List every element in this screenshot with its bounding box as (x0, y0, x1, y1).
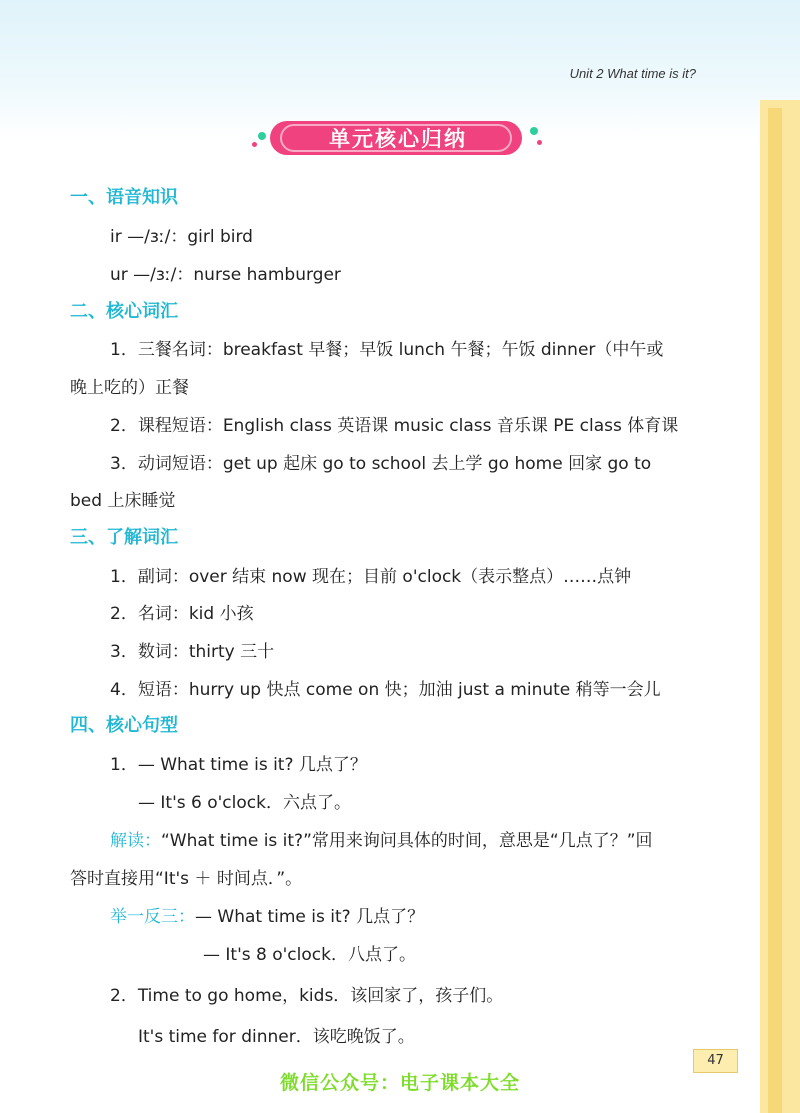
section-heading-core-vocab: 二、核心词汇 (70, 301, 178, 322)
vocab-line: bed 上床睡觉 (70, 491, 176, 511)
vocab-line: 1．三餐名词：breakfast 早餐；早饭 lunch 午餐；午饭 dinner（中午或 (110, 340, 664, 360)
vocab-line: 2．课程短语：English class 英语课 music class 音乐课 PE class 体育课 (110, 416, 679, 436)
practice-text: — What time is it? 几点了？ (195, 907, 425, 927)
section-banner (258, 116, 538, 160)
decor-dot (252, 142, 257, 147)
extra-vocab-line: 3．数词：thirty 三十 (110, 642, 275, 662)
vocab-line: 晚上吃的）正餐 (70, 378, 189, 398)
page-edge-stack-inner (768, 108, 782, 1113)
decor-dot (530, 127, 538, 135)
explain-line (110, 826, 653, 851)
sentence-line: 2．Time to go home，kids．该回家了，孩子们。 (110, 986, 504, 1006)
practice-line: — It's 8 o'clock．八点了。 (203, 945, 416, 965)
sentence-line: 1．— What time is it? 几点了？ (110, 755, 367, 775)
unit-header: Unit 2 What time is it? (569, 66, 696, 81)
decor-dot (537, 140, 542, 145)
sentence-line: — It's 6 o'clock．六点了。 (138, 793, 351, 813)
explain-tag: 解读： (110, 831, 161, 851)
phonics-line: ir —/ɜː/：girl bird (110, 227, 253, 247)
page-number: 47 (693, 1049, 738, 1073)
watermark-text: 微信公众号：电子课本大全 (279, 1072, 520, 1094)
phonics-line: ur —/ɜː/：nurse hamburger (110, 265, 341, 285)
extra-vocab-line: 2．名词：kid 小孩 (110, 604, 254, 624)
section-heading-phonics: 一、语音知识 (70, 187, 178, 208)
extra-vocab-line: 4．短语：hurry up 快点 come on 快；加油 just a minute 稍等一会儿 (110, 680, 661, 700)
vocab-line: 3．动词短语：get up 起床 go to school 去上学 go home 回家 go to (110, 454, 652, 474)
sentence-line: It's time for dinner．该吃晚饭了。 (138, 1027, 415, 1047)
explain-text: “What time is it?”常用来询问具体的时间，意思是“几点了？”回 (161, 831, 653, 851)
section-heading-sentences: 四、核心句型 (70, 715, 178, 736)
extra-vocab-line: 1．副词：over 结束 now 现在；目前 o'clock（表示整点）……点钟 (110, 567, 632, 587)
section-heading-extra-vocab: 三、了解词汇 (70, 527, 178, 548)
banner-title: 单元核心归纳 (329, 127, 467, 151)
practice-line (110, 902, 424, 927)
explain-line: 答时直接用“It's ＋ 时间点．”。 (70, 869, 303, 889)
practice-tag: 举一反三： (110, 907, 195, 927)
